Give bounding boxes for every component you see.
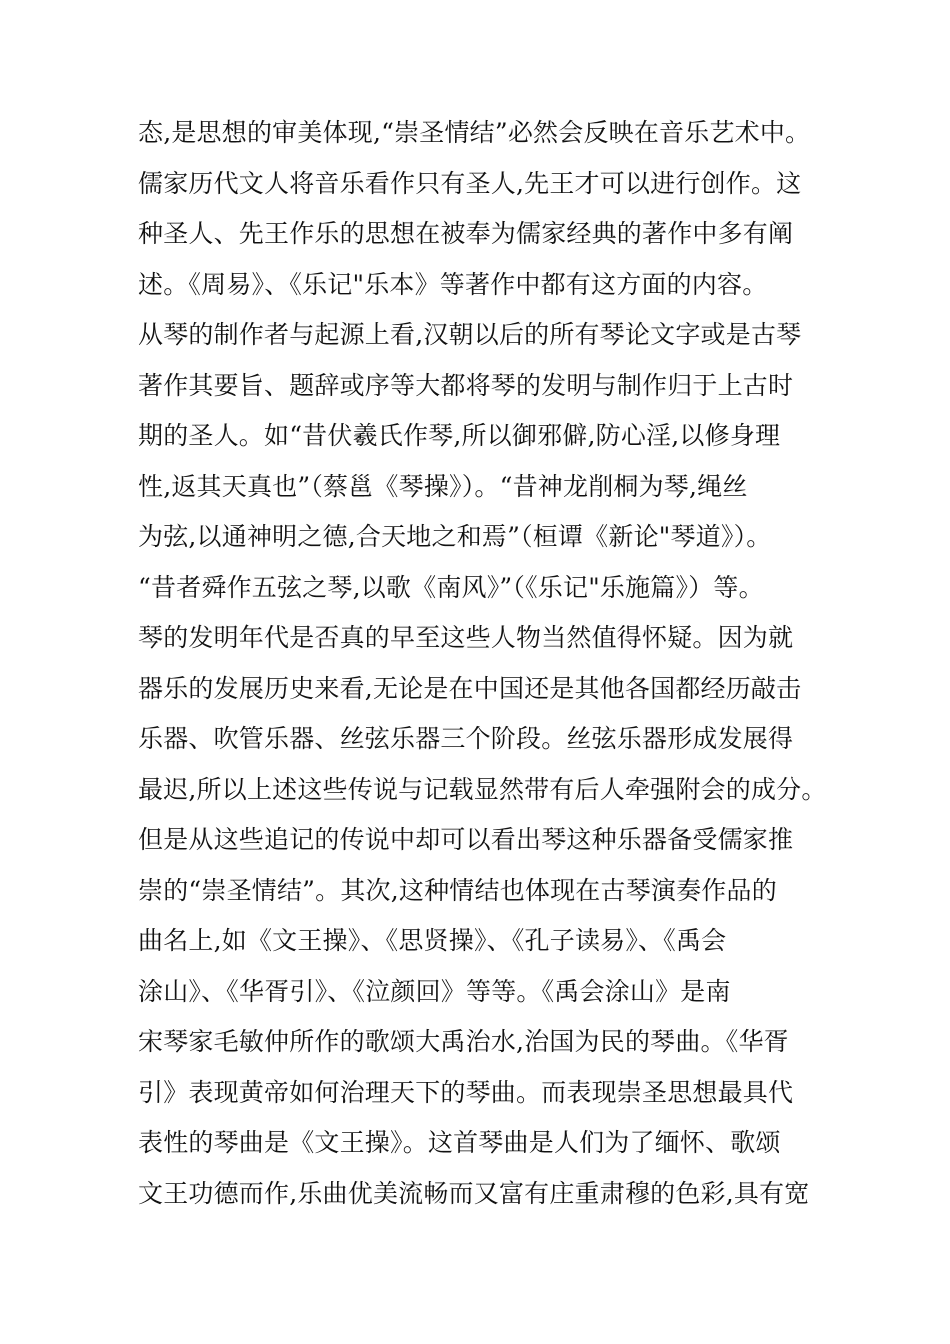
text-line-3: 种圣人、先王作乐的思想在被奉为儒家经典的著作中多有阐 [138, 219, 794, 248]
text-line-13: 乐器、吹管乐器、丝弦乐器三个阶段。丝弦乐器形成发展得 [138, 724, 794, 753]
text-line-5: 从琴的制作者与起源上看,汉朝以后的所有琴论文字或是古琴 [138, 320, 802, 349]
text-line-16: 崇的“崇圣情结”。其次,这种情结也体现在古琴演奏作品的 [138, 875, 777, 905]
text-line-22: 文王功德而作,乐曲优美流畅而又富有庄重肃穆的色彩,具有宽 [138, 1178, 810, 1208]
text-line-1: 态,是思想的审美体现,“崇圣情结”必然会反映在音乐艺术中。 [138, 118, 811, 147]
text-line-6: 著作其要旨、题辞或序等大都将琴的发明与制作归于上古时 [138, 370, 794, 400]
text-line-12: 器乐的发展历史来看,无论是在中国还是其他各国都经历敲击 [138, 673, 802, 703]
text-line-20: 引》表现黄帝如何治理天下的琴曲。而表现崇圣思想最具代 [138, 1077, 794, 1107]
body-text [138, 108, 838, 1219]
text-line-2: 儒家历代文人将音乐看作只有圣人,先王才可以进行创作。这 [138, 168, 802, 198]
text-line-19: 宋琴家毛敏仲所作的歌颂大禹治水,治国为民的琴曲。《华胥 [138, 1027, 789, 1056]
text-line-17: 曲名上,如《文王操》、《思贤操》、《孔子读易》、《禹会 [138, 926, 727, 955]
text-line-15: 但是从这些追记的传说中却可以看出琴这种乐器备受儒家推 [138, 825, 794, 854]
text-line-7: 期的圣人。如“昔伏羲氏作琴,所以御邪僻,防心淫,以修身理 [138, 421, 781, 450]
text-line-14: 最迟,所以上述这些传说与记载显然带有后人牵强附会的成分。 [138, 774, 827, 804]
text-line-10: “昔者舜作五弦之琴,以歌《南风》”（《乐记"乐施篇》）等。 [138, 572, 764, 602]
text-line-11: 琴的发明年代是否真的早至这些人物当然值得怀疑。因为就 [138, 623, 794, 652]
text-line-21: 表性的琴曲是《文王操》。这首琴曲是人们为了缅怀、歌颂 [138, 1128, 781, 1157]
text-line-9: 为弦,以通神明之德,合天地之和焉”（桓谭《新论"琴道》）。 [138, 522, 772, 551]
text-line-8: 性,返其天真也”（蔡邕《琴操》）。“昔神龙削桐为琴,绳丝 [138, 471, 748, 501]
text-line-4: 述。《周易》、《乐记"乐本》等著作中都有这方面的内容。 [138, 269, 768, 299]
text-line-18: 涂山》、《华胥引》、《泣颜回》等等。《禹会涂山》是南 [138, 976, 731, 1006]
